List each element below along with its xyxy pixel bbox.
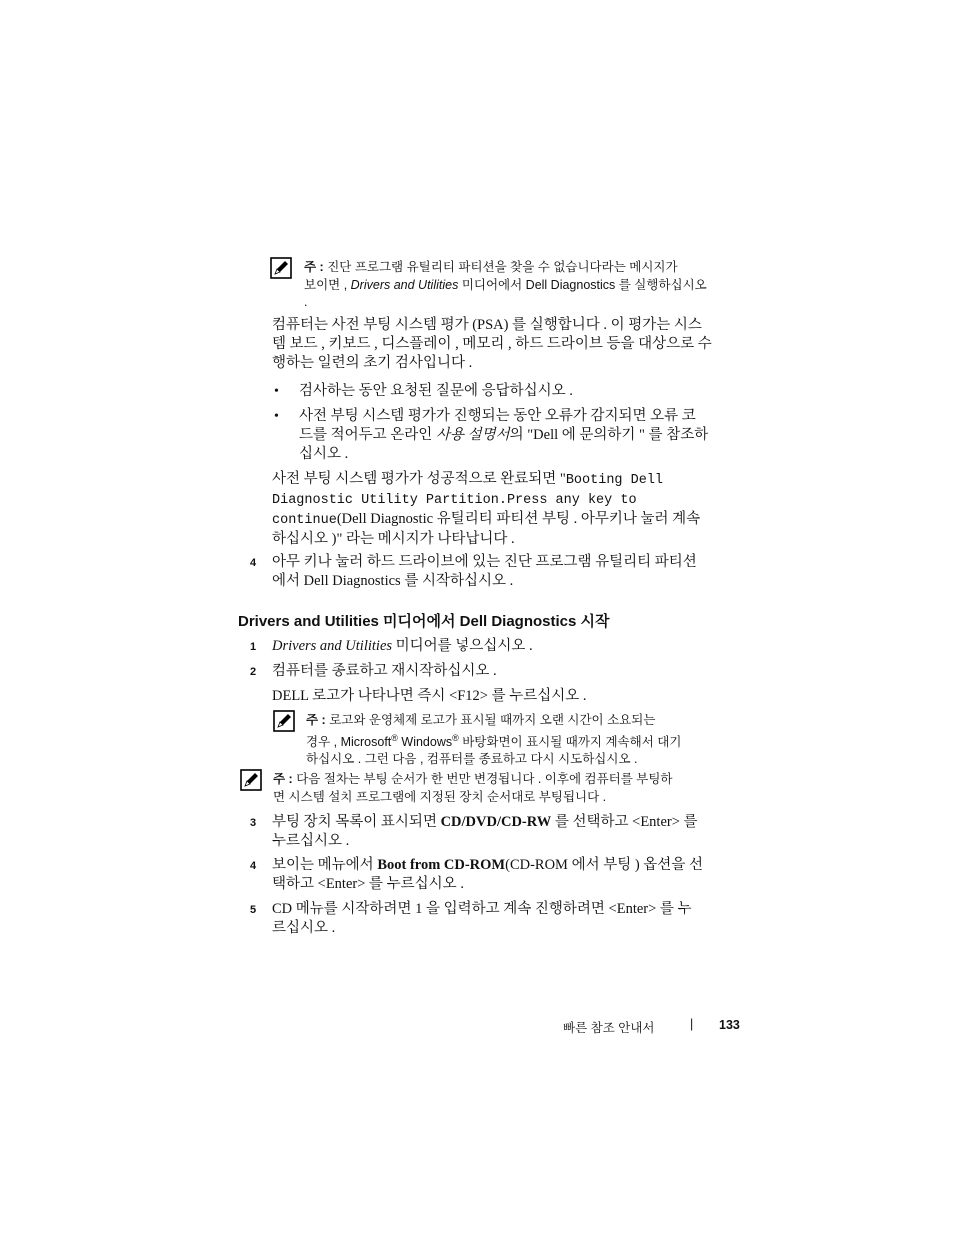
note-text: 로고와 운영체제 로고가 표시될 때까지 오랜 시간이 소요되는 <box>329 713 656 727</box>
registered-mark: ® <box>391 732 398 743</box>
bullet-marker: • <box>274 384 279 399</box>
registered-mark: ® <box>452 732 459 743</box>
text-line: 미디어를 넣으십시오 . <box>395 638 533 654</box>
step-text <box>272 813 698 851</box>
note-label: 주 : <box>306 713 326 727</box>
text-line: 부팅 장치 목록이 표시되면 <box>272 814 437 830</box>
text-line: 컴퓨터는 사전 부팅 시스템 평가 (PSA) 를 실행합니다 . 이 평가는 시스 <box>272 317 702 333</box>
code-text: continue <box>272 513 337 528</box>
note-text: Windows <box>397 734 453 749</box>
intro-paragraph <box>272 316 712 373</box>
note-text: 진단 프로그램 유틸리티 파티션을 찾을 수 없습니다라는 메시지가 <box>327 260 678 274</box>
step-number: 4 <box>250 860 257 872</box>
step-number: 2 <box>250 666 257 678</box>
code-text: Diagnostic Utility Partition.Press any key to <box>272 493 637 508</box>
bold-text: Boot from CD-ROM <box>377 857 506 873</box>
step-text <box>272 856 703 894</box>
note-text: . <box>304 295 308 309</box>
page-number: 133 <box>719 1018 740 1032</box>
step-number: 5 <box>250 904 257 916</box>
italic-text: Drivers and Utilities <box>272 638 393 654</box>
italic-text: 사용 설명서 <box>435 427 510 443</box>
step-text <box>272 553 697 591</box>
text-line: 사전 부팅 시스템 평가가 성공적으로 완료되면 " <box>272 471 566 487</box>
bold-text: CD/DVD/CD-RW <box>440 814 552 830</box>
note-2 <box>306 712 681 769</box>
pencil-note-icon <box>270 257 292 279</box>
note-text: 면 시스템 설치 프로그램에 지정된 장치 순서대로 부팅됩니다 . <box>273 789 607 804</box>
text-line: 아무 키나 눌러 하드 드라이브에 있는 진단 프로그램 유틸리티 파티션 <box>272 554 697 570</box>
text-line: 보이는 메뉴에서 <box>272 857 374 873</box>
note-text: 바탕화면이 표시될 때까지 계속해서 대기 <box>458 734 682 749</box>
step-text <box>272 900 692 938</box>
bullet-marker: • <box>274 409 279 424</box>
text-line: 택하고 <Enter> 를 누르십시오 . <box>272 876 464 892</box>
footer-title: 빠른 참조 안내서 <box>563 1021 655 1035</box>
text-line: 하십시오 )" 라는 메시지가 나타납니다 . <box>272 531 515 547</box>
text-line: 행하는 일련의 초기 검사입니다 . <box>272 355 473 371</box>
text-line: 십시오 . <box>299 446 349 462</box>
bullet-item: 검사하는 동안 요청된 질문에 응답하십시오 . <box>299 383 573 399</box>
footer-separator: | <box>690 1017 694 1031</box>
text-line: (CD-ROM 에서 부팅 ) 옵션을 선 <box>505 857 703 873</box>
text-line: 에서 Dell Diagnostics 를 시작하십시오 . <box>272 573 514 589</box>
note-1 <box>304 259 707 312</box>
note-text: 미디어에서 Dell Diagnostics 를 실행하십시오 <box>461 277 707 292</box>
step-text <box>272 637 533 656</box>
pencil-note-icon <box>240 769 262 791</box>
code-text: Booting Dell <box>565 473 664 488</box>
note-text: 다음 절차는 부팅 순서가 한 번만 변경됩니다 . 이후에 컴퓨터를 부팅하 <box>296 772 673 786</box>
psa-paragraph <box>272 470 700 549</box>
text-line: (Dell Diagnostic 유틸리티 파티션 부팅 . 아무키나 눌러 계속 <box>336 511 701 527</box>
text-line: 를 선택하고 <Enter> 를 <box>554 814 698 830</box>
text-line: 누르십시오 . <box>272 833 350 849</box>
text-line: 템 보드 , 키보드 , 디스플레이 , 메모리 , 하드 드라이브 등을 대상으로 수 <box>272 336 712 352</box>
note-3 <box>273 771 673 806</box>
note-text: 경우 , Microsoft <box>306 734 392 749</box>
note-text: 보이면 , <box>304 277 348 292</box>
text-line: 드를 적어두고 온라인 <box>299 427 433 443</box>
pencil-note-icon <box>273 710 295 732</box>
step-number: 1 <box>250 641 257 653</box>
text-line: 의 "Dell 에 문의하기 " 를 참조하 <box>509 427 709 443</box>
step-subtext: DELL 로고가 나타나면 즉시 <F12> 를 누르십시오 . <box>272 688 587 704</box>
step-text: 컴퓨터를 종료하고 재시작하십시오 . <box>272 663 497 679</box>
text-line: 사전 부팅 시스템 평가가 진행되는 동안 오류가 감지되면 오류 코 <box>299 408 696 424</box>
text-line: CD 메뉴를 시작하려면 1 을 입력하고 계속 진행하려면 <Enter> 를 누 <box>272 901 692 917</box>
note-label: 주 : <box>304 260 324 274</box>
bullet-item <box>299 407 708 464</box>
note-text: 하십시오 . 그런 다음 , 컴퓨터를 종료하고 다시 시도하십시오 . <box>306 752 638 767</box>
step-number: 3 <box>250 817 257 829</box>
section-heading: Drivers and Utilities 미디어에서 Dell Diagnostics 시작 <box>238 613 610 630</box>
note-italic-text: Drivers and Utilities <box>350 277 459 292</box>
step-number: 4 <box>250 557 257 569</box>
note-label: 주 : <box>273 772 293 786</box>
text-line: 르십시오 . <box>272 920 336 936</box>
